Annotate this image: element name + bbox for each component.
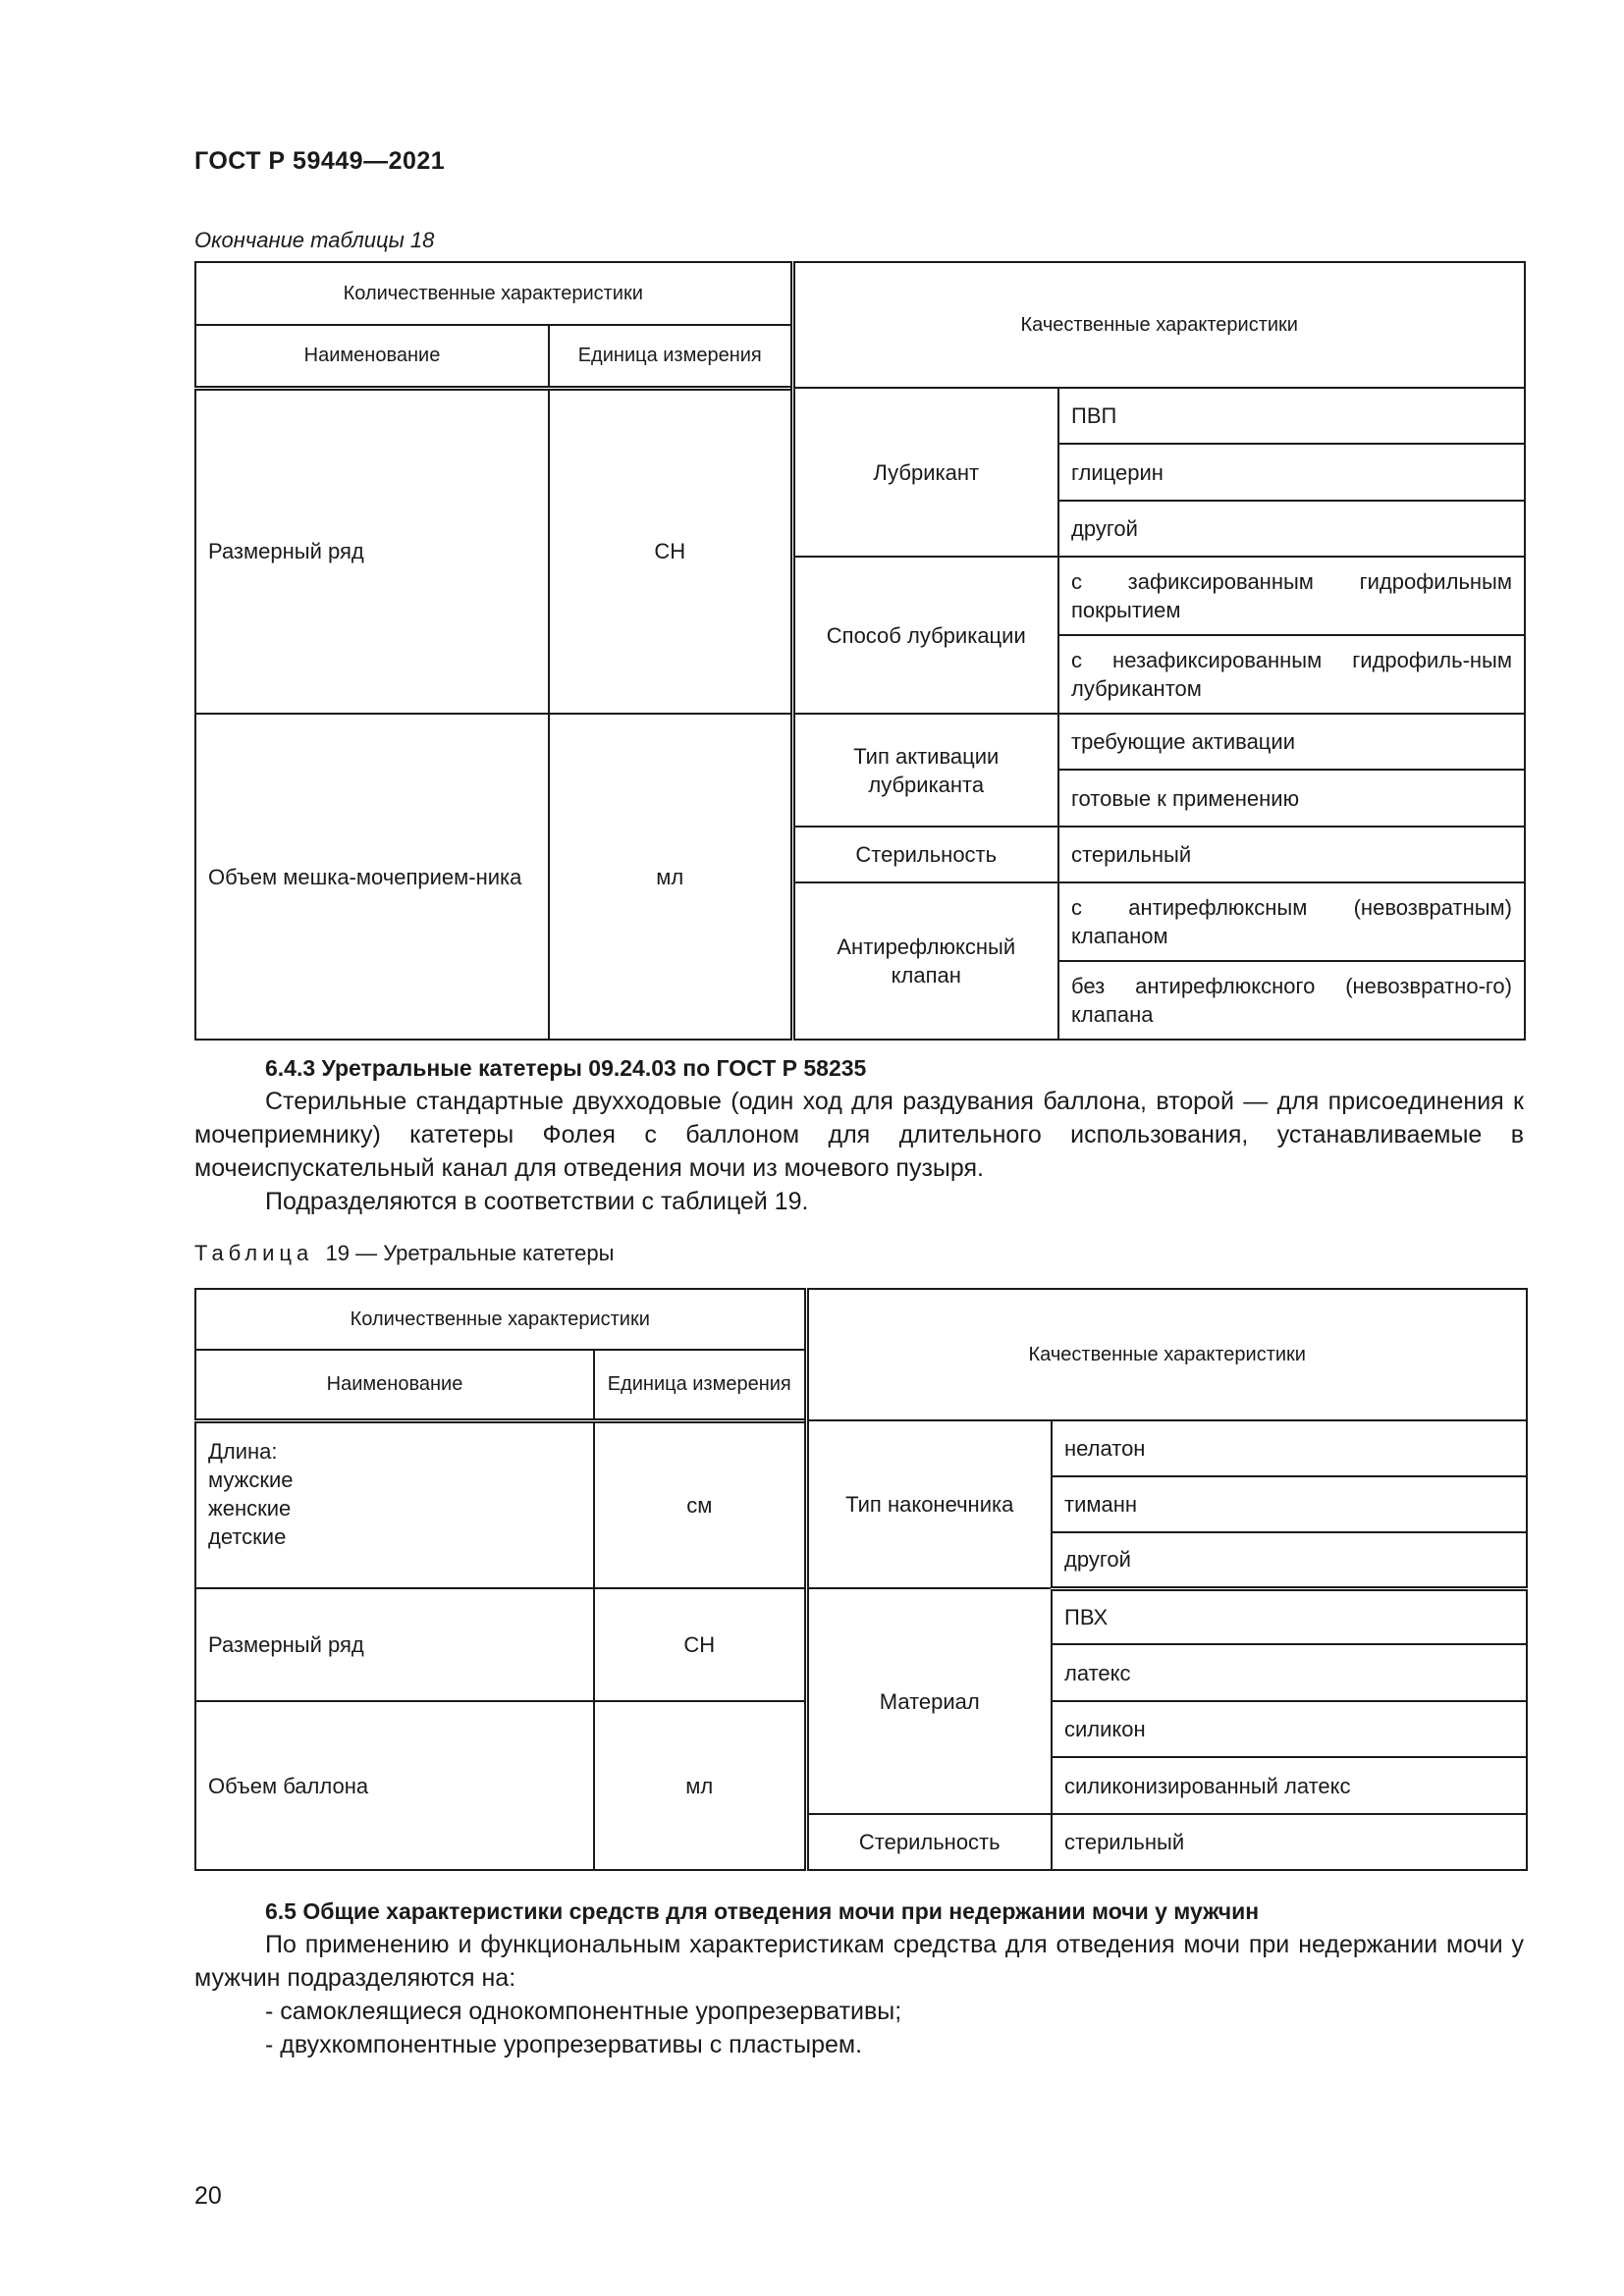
row-unit-balloon-volume: мл [594, 1701, 806, 1870]
value-cell: латекс [1052, 1644, 1527, 1701]
row-name-balloon-volume: Объем баллона [195, 1701, 594, 1870]
value-cell: другой [1058, 501, 1525, 557]
value-cell: готовые к применению [1058, 770, 1525, 827]
value-cell: с зафиксированным гидрофильным покрытием [1058, 557, 1525, 635]
value-cell: другой [1052, 1532, 1527, 1588]
row-unit-size: СН [549, 388, 792, 714]
group-sterility: Стерильность [792, 827, 1058, 882]
value-cell: стерильный [1058, 827, 1525, 882]
table-19-caption [194, 1241, 614, 1266]
section-title: 6.5 Общие характеристики средств для отведения мочи при недержании мочи у мужчин [265, 1898, 1260, 1924]
header-quantitative: Количественные характеристики [195, 262, 792, 325]
header-qualitative: Качественные характеристики [792, 262, 1525, 388]
table-19 [194, 1288, 1528, 1871]
group-lubrication-method: Способ лубрикации [792, 557, 1058, 714]
caption-rest: 19 — Уретральные катетеры [325, 1241, 615, 1265]
list-item: - двухкомпонентные уропрезервативы с пластырем. [265, 2031, 863, 2058]
value-cell: силиконизированный латекс [1052, 1757, 1527, 1814]
value-cell: с антирефлюксным (невозвратным) клапаном [1058, 882, 1525, 961]
section-6-5 [194, 1895, 1524, 2061]
section-6-4-3 [194, 1051, 1524, 1218]
paragraph: Стерильные стандартные двухходовые (один ход для раздувания баллона, второй — для присоединения к мочеприемнику) катетеры Фолея с баллоном для длительного использования, устанавливаемые в мочеиспускательный канал для отведения мочи из мочевого пузыря. [194, 1088, 1524, 1182]
value-cell: требующие активации [1058, 714, 1525, 770]
value-cell: глицерин [1058, 444, 1525, 501]
header-name: Наименование [195, 1350, 594, 1420]
row-name-size: Размерный ряд [195, 388, 549, 714]
header-name: Наименование [195, 325, 549, 388]
paragraph: По применению и функциональным характеристикам средства для отведения мочи при недержании мочи у мужчин подразделяются на: [194, 1931, 1524, 1992]
group-sterility: Стерильность [806, 1814, 1052, 1870]
value-cell: ПВП [1058, 388, 1525, 444]
value-cell: ПВХ [1052, 1588, 1527, 1644]
row-name-length [195, 1420, 594, 1588]
row-unit-size: СН [594, 1588, 806, 1701]
value-cell: с незафиксированным гидрофиль-ным лубрикантом [1058, 635, 1525, 714]
value-cell: тиманн [1052, 1476, 1527, 1532]
length-item: детские [208, 1523, 287, 1549]
length-label: Длина: [208, 1438, 278, 1464]
value-cell: силикон [1052, 1701, 1527, 1757]
caption-prefix: Таблица [194, 1241, 314, 1265]
table-18 [194, 261, 1526, 1041]
group-activation-type: Тип активации лубриканта [792, 714, 1058, 827]
row-unit-bag-volume: мл [549, 714, 792, 1040]
header-unit: Единица измерения [549, 325, 792, 388]
header-unit: Единица измерения [594, 1350, 806, 1420]
length-item: женские [208, 1495, 292, 1521]
header-qualitative: Качественные характеристики [806, 1289, 1527, 1420]
value-cell: нелатон [1052, 1420, 1527, 1476]
list-item: - самоклеящиеся однокомпонентные уропрезервативы; [265, 1998, 902, 2025]
value-cell: без антирефлюксного (невозвратно-го) клапана [1058, 961, 1525, 1040]
page-number: 20 [194, 2182, 222, 2210]
paragraph: Подразделяются в соответствии с таблицей 19. [265, 1188, 809, 1215]
row-unit-length: см [594, 1420, 806, 1588]
row-name-size: Размерный ряд [195, 1588, 594, 1701]
group-antireflux-valve: Антирефлюксный клапан [792, 882, 1058, 1040]
group-material: Материал [806, 1588, 1052, 1814]
value-cell: стерильный [1052, 1814, 1527, 1870]
row-name-bag-volume: Объем мешка-мочеприем-ника [195, 714, 549, 1040]
section-title: 6.4.3 Уретральные катетеры 09.24.03 по ГОСТ Р 58235 [265, 1055, 867, 1081]
length-item: мужские [208, 1467, 294, 1492]
table-18-caption: Окончание таблицы 18 [194, 228, 435, 252]
group-lubricant: Лубрикант [792, 388, 1058, 557]
document-code: ГОСТ Р 59449—2021 [194, 147, 446, 175]
header-quantitative: Количественные характеристики [195, 1289, 806, 1350]
group-tip-type: Тип наконечника [806, 1420, 1052, 1588]
